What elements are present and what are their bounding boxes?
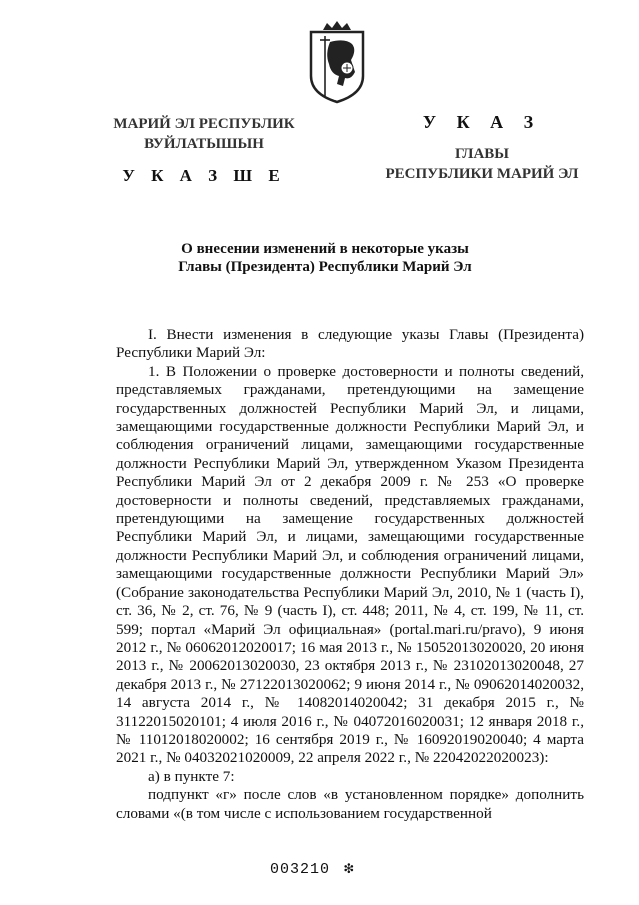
header-left [104,114,304,186]
decree-word-mari: У К А З Ш Е [122,166,286,185]
head-title: ГЛАВЫ [454,146,510,162]
paragraph-subpoint-g: подпункт «г» после слов «в установленном порядке» дополнить словами «(в том числе с использованием государственной [116,786,584,822]
header-right [372,112,592,184]
decree-title [100,240,550,276]
head-title-mari: ВУЙЛАТЫШЫН [144,136,264,152]
paragraph-item-1: 1. В Положении о проверке достоверности и полноты сведений, представляемых гражданами, претендующими на замещение государственных должностей Республики Марий Эл, и лицами, замещающими государственные должности Республики Марий Эл, и соблюдения ограничений лицами, замещающими государственные должности Республики Марий Эл, утвержденном Указом Президента Республики Марий Эл от 2 декабря 2009 г. № 253 «О проверке достоверности и полноты сведений, представляемых гражданами, претендующими на замещение государственных должностей Республики Марий Эл, и лицами, замещающими государственные должности Республики Марий Эл, и соблюдения ограничений лицами, замещающими государственные должности Республики Марий Эл» (Собрание законодательства Республики Марий Эл, 2010, № 1 (часть I), ст. 36, № 2, ст. 76, № 9 (часть I), ст. 448; 2011, № 4, ст. 199, № 11, ст. 599; портал «Марий Эл официальная» (portal.mari.ru/pravo), 9 июня 2012 г., № 06062012020017; 16 мая 2013 г., № 15052013020020, 20 июня 2013 г., № 20062013020030, 23 октября 2013 г., № 23102013020048, 27 декабря 2013 г., № 27122013020062; 9 июня 2014 г., № 09062014020032, 14 августа 2014 г., № 14082014020042; 31 декабря 2015 г., № 31122015020101; 4 июля 2016 г., № 04072016020031; 12 января 2018 г., № 11012018020002; 16 сентября 2019 г., № 16092019020040; 4 марта 2021 г., № 04032021020009, 22 апреля 2022 г., № 22042022020023): [116,362,584,767]
coat-of-arms-icon [305,20,369,104]
title-line-2: Главы (Президента) Республики Марий Эл [178,259,472,275]
paragraph-subitem-a: а) в пункте 7: [148,767,235,785]
title-line-1: О внесении изменений в некоторые указы [181,241,469,257]
decree-word: У К А З [422,112,542,132]
page-footer [270,858,355,878]
crown-icon [323,21,351,30]
decree-body [116,326,584,823]
republic-name-mari: МАРИЙ ЭЛ РЕСПУБЛИК [113,116,295,132]
republic-name: РЕСПУБЛИКИ МАРИЙ ЭЛ [385,166,579,182]
document-number: 003210 [270,861,331,878]
paragraph-intro: I. Внести изменения в следующие указы Главы (Президента) Республики Марий Эл: [116,326,584,362]
asterisk-mark-icon: ❇ [344,860,355,878]
